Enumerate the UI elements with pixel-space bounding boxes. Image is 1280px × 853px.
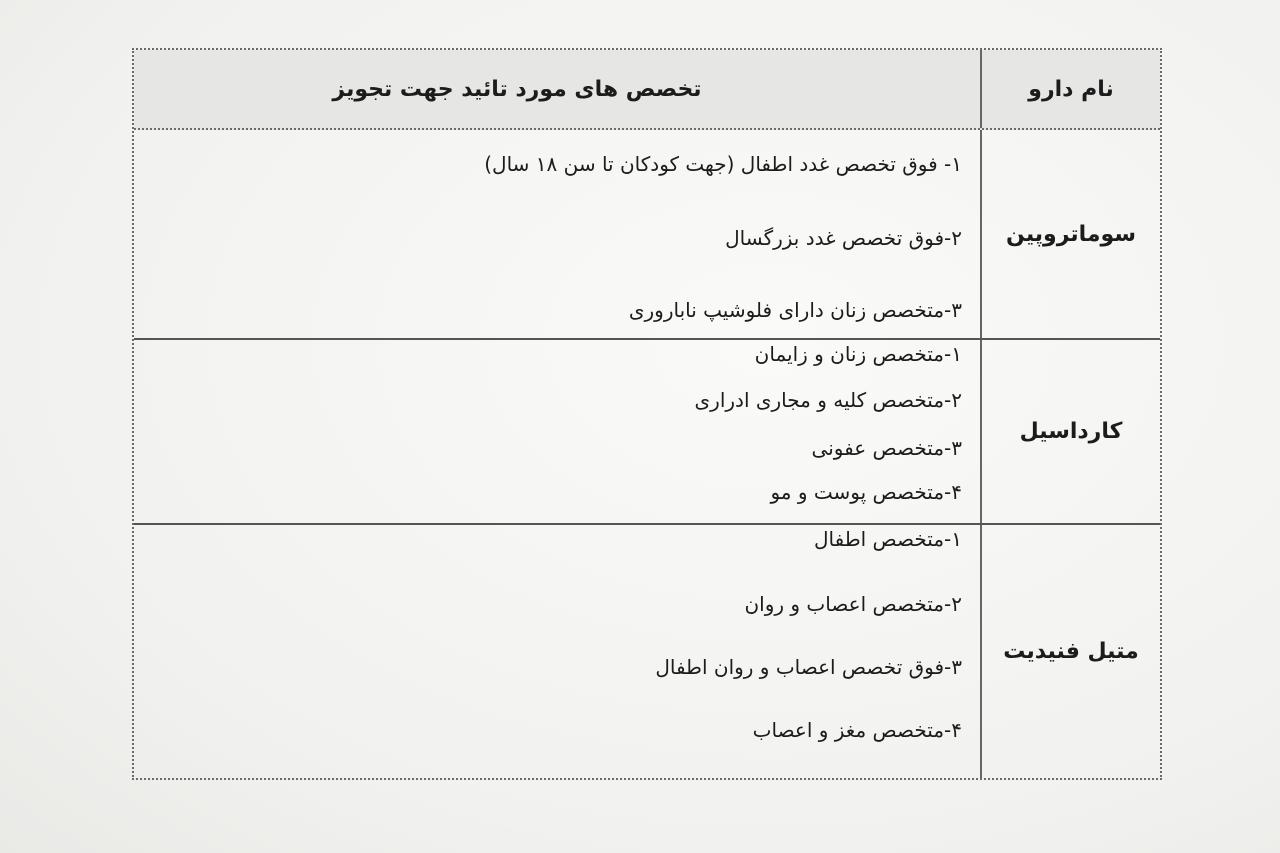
specialties-cell — [134, 525, 980, 778]
specialty-item: ۴-متخصص پوست و مو — [770, 480, 962, 504]
specialties-header: تخصص های مورد تائید جهت تجویز — [332, 76, 702, 102]
table-row — [134, 525, 1160, 778]
drug-name-cell: سوماتروپین — [980, 130, 1160, 338]
table-row — [134, 130, 1160, 340]
specialty-item: ۳-فوق تخصص اعصاب و روان اطفال — [655, 655, 962, 679]
table-row — [134, 340, 1160, 525]
specialty-item: ۱- فوق تخصص غدد اطفال (جهت کودکان تا سن ۱۸ سال) — [484, 152, 962, 176]
specialties-cell — [134, 130, 980, 338]
specialty-item: ۱-متخصص زنان و زایمان — [754, 342, 962, 366]
drug-name-cell: متیل فنیدیت — [980, 525, 1160, 778]
specialty-item: ۲-متخصص اعصاب و روان — [744, 592, 962, 616]
specialty-item: ۱-متخصص اطفال — [813, 527, 962, 551]
table-header-row — [134, 50, 1160, 130]
specialty-item: ۲-متخصص کلیه و مجاری ادراری — [694, 388, 962, 412]
specialty-item: ۴-متخصص مغز و اعصاب — [752, 718, 962, 742]
specialty-item: ۳-متخصص عفونی — [811, 436, 962, 460]
specialty-item: ۲-فوق تخصص غدد بزرگسال — [725, 226, 962, 250]
specialty-item: ۳-متخصص زنان دارای فلوشیپ ناباروری — [628, 298, 962, 322]
specialties-cell — [134, 340, 980, 523]
drug-specialty-table — [132, 48, 1162, 780]
drug-name-cell: کارداسیل — [980, 340, 1160, 523]
drug-name-header: نام دارو — [980, 50, 1160, 128]
